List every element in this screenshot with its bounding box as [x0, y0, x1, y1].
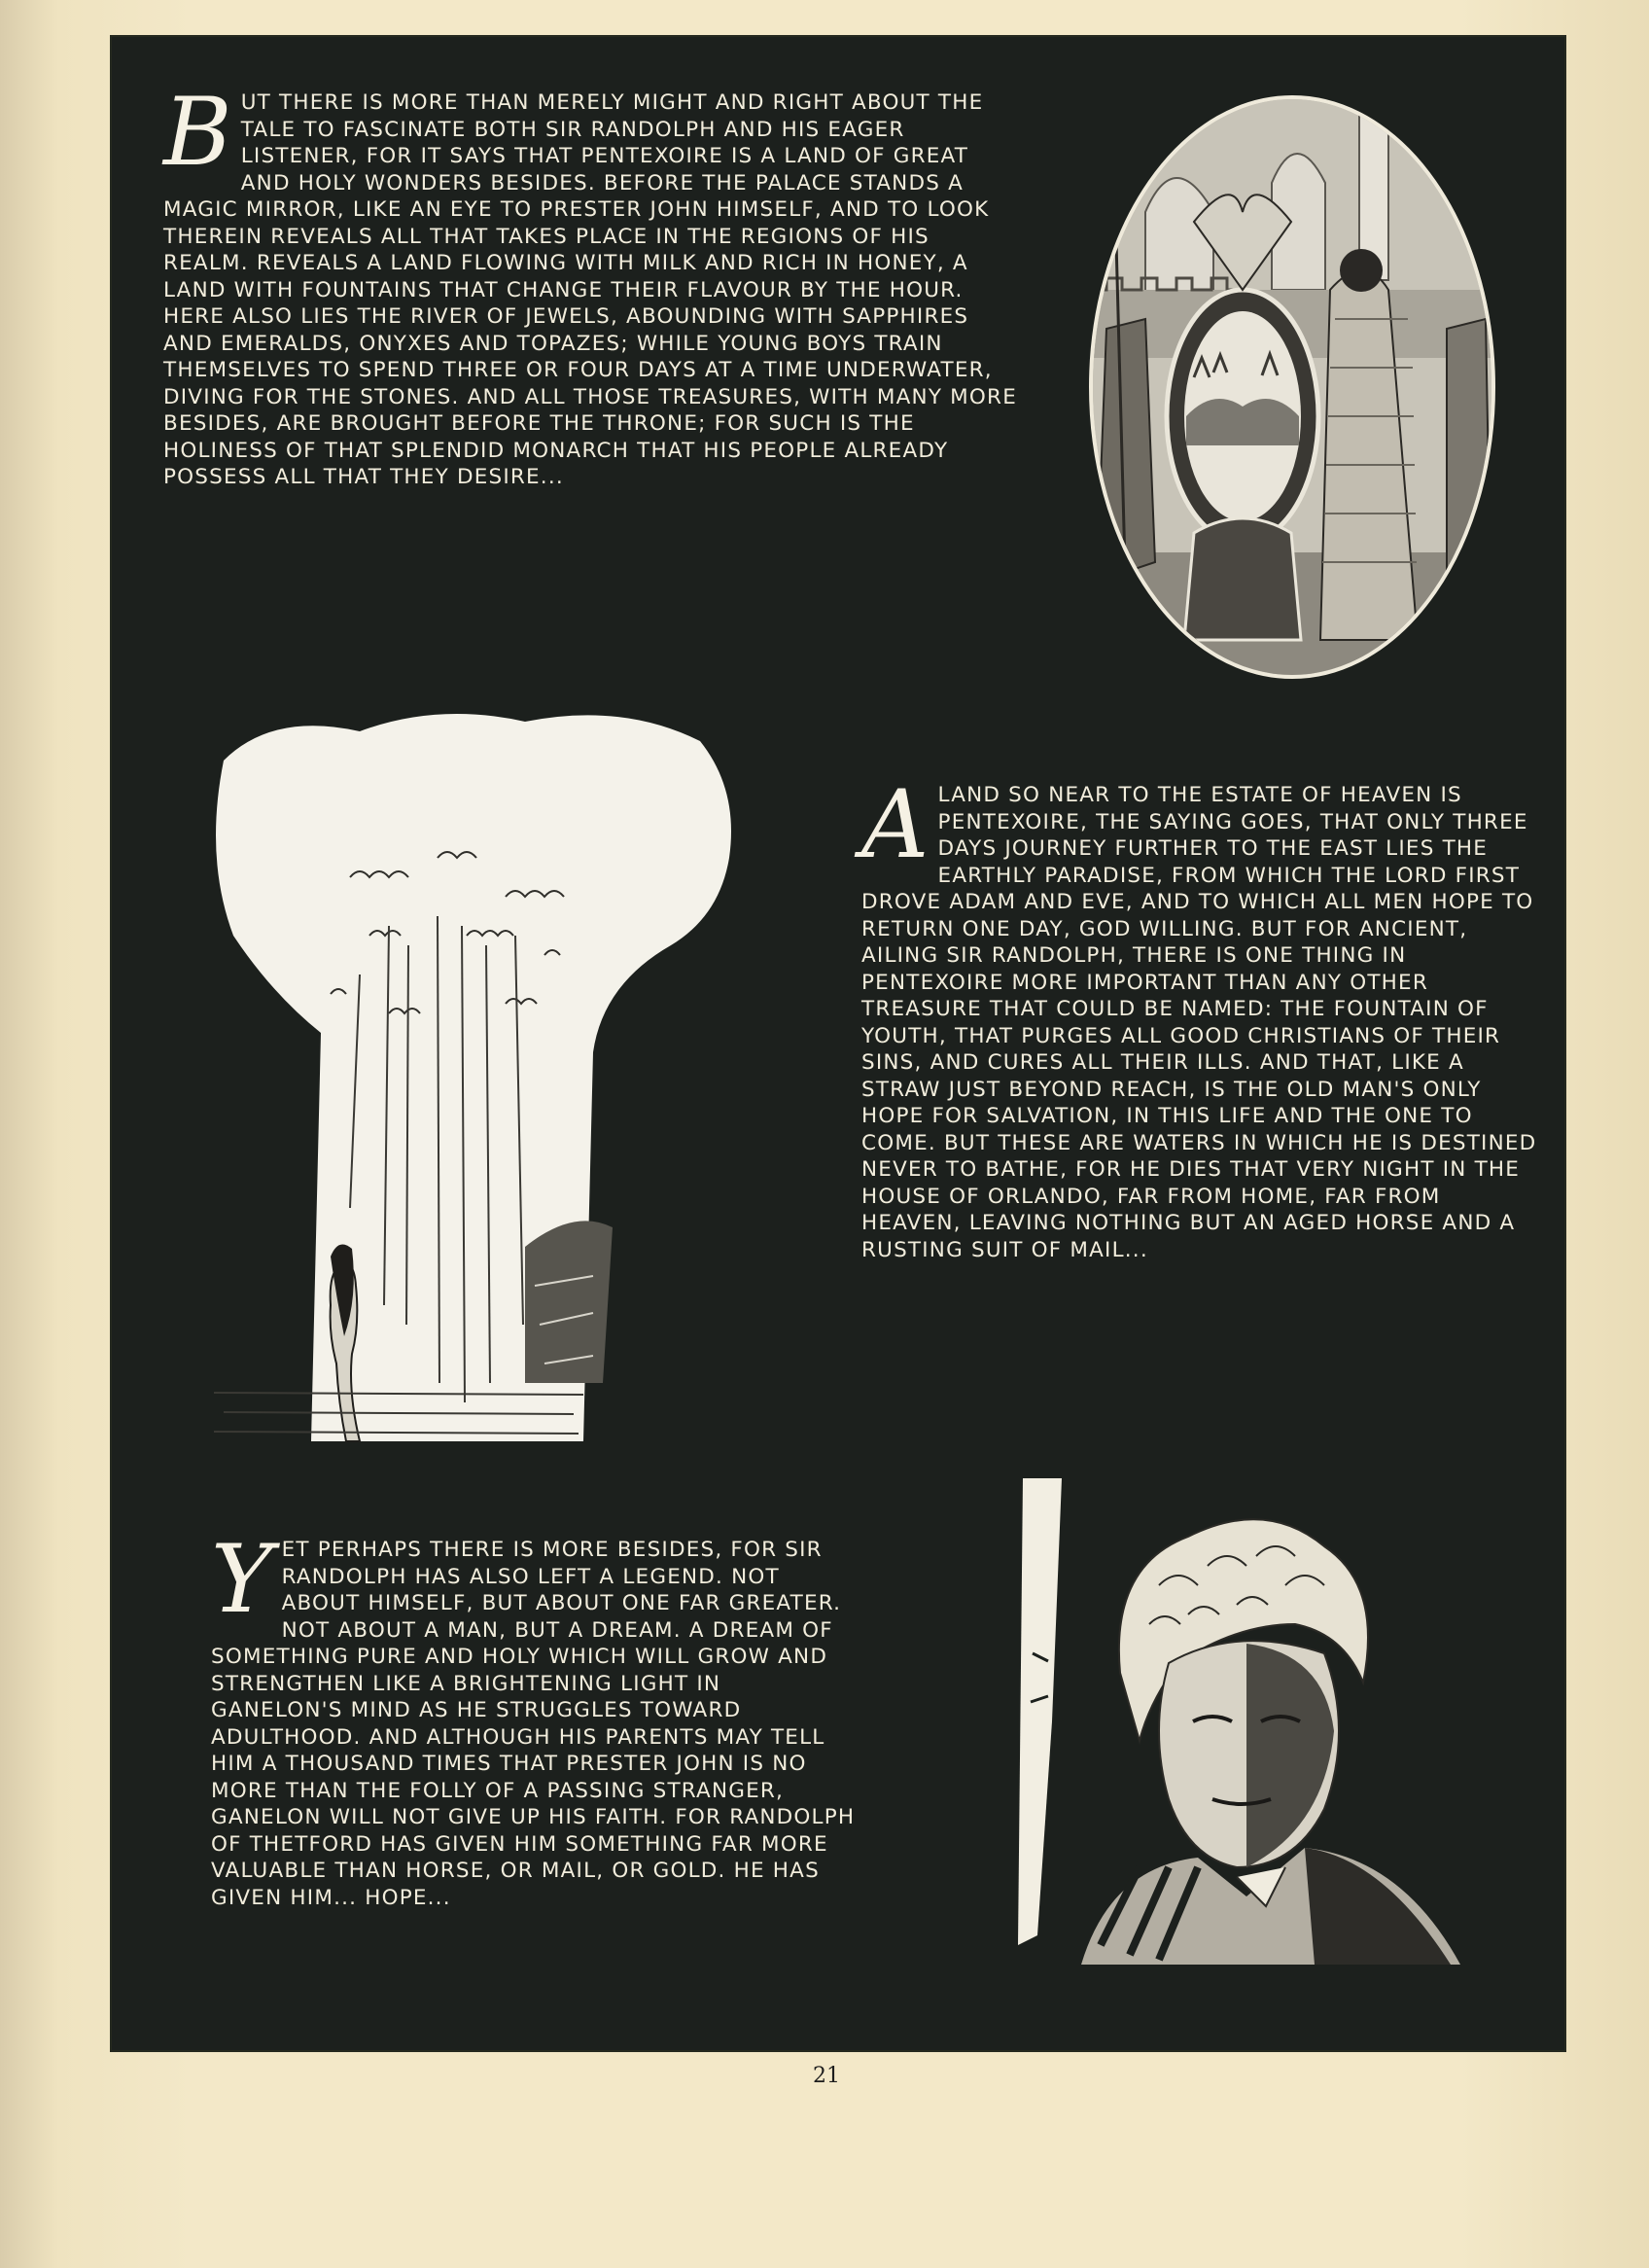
ganelon-portrait-illustration: [994, 1478, 1561, 1965]
drop-cap-3: Y: [211, 1525, 274, 1634]
narration-text-1: UT THERE IS MORE THAN MERELY MIGHT AND RIGHT ABOUT THE TALE TO FASCINATE BOTH SIR RANDOLPH AND HIS EAGER LISTENER, FOR IT SAYS THAT PENTEXOIRE IS A LAND OF GREAT AND HOLY WONDERS BESIDES. BEFORE THE PALACE STANDS A MAGIC MIRROR, LIKE AN EYE TO PRESTER JOHN HIMSELF, AND TO LOOK THEREIN REVEALS ALL THAT TAKES PLACE IN THE REGIONS OF HIS REALM. REVEALS A LAND FLOWING WITH MILK AND RICH IN HONEY, A LAND WITH FOUNTAINS THAT CHANGE THEIR FLAVOUR BY THE HOUR. HERE ALSO LIES THE RIVER OF JEWELS, ABOUNDING WITH SAPPHIRES AND EMERALDS, ONYXES AND TOPAZES; WHILE YOUNG BOYS TRAIN THEMSELVES TO SPEND THREE OR FOUR DAYS AT A TIME UNDERWATER, DIVING FOR THE STONES. AND ALL THOSE TREASURES, WITH MANY MORE BESIDES, ARE BROUGHT BEFORE THE THRONE; FOR SUCH IS THE HOLINESS OF THAT SPLENDID MONARCH THAT HIS PEOPLE ALREADY POSSESS ALL THAT THEY DESIRE...: [163, 90, 1017, 489]
drop-cap-2: A: [861, 770, 930, 879]
narration-block-2: [861, 770, 1542, 1263]
narration-block-3: [211, 1525, 857, 1911]
narration-text-2: LAND SO NEAR TO THE ESTATE OF HEAVEN IS PENTEXOIRE, THE SAYING GOES, THAT ONLY THREE DAYS JOURNEY FURTHER TO THE EAST LIES THE EARTHLY PARADISE, FROM WHICH THE LORD FIRST DROVE ADAM AND EVE, AND TO WHICH ALL MEN HOPE TO RETURN ONE DAY, GOD WILLING. BUT FOR ANCIENT, AILING SIR RANDOLPH, THERE IS ONE THING IN PENTEXOIRE MORE IMPORTANT THAN ANY OTHER TREASURE THAT COULD BE NAMED: THE FOUNTAIN OF YOUTH, THAT PURGES ALL GOOD CHRISTIANS OF THEIR SINS, AND CURES ALL THEIR ILLS. AND THAT, LIKE A STRAW JUST BEYOND REACH, IS THE OLD MAN'S ONLY HOPE FOR SALVATION, IN THIS LIFE AND THE ONE TO COME. BUT THESE ARE WATERS IN WHICH HE IS DESTINED NEVER TO BATHE, FOR HE DIES THAT VERY NIGHT IN THE HOUSE OF ORLANDO, FAR FROM HOME, FAR FROM HEAVEN, LEAVING NOTHING BUT AN AGED HORSE AND A RUSTING SUIT OF MAIL...: [861, 783, 1537, 1262]
page-number: 21: [813, 2064, 840, 2088]
narration-text-3: ET PERHAPS THERE IS MORE BESIDES, FOR SIR RANDOLPH HAS ALSO LEFT A LEGEND. NOT ABOUT HIMSELF, BUT ABOUT ONE FAR GREATER. NOT ABOUT A MAN, BUT A DREAM. A DREAM OF SOMETHING PURE AND HOLY WHICH WILL GROW AND STRENGTHEN LIKE A BRIGHTENING LIGHT IN GANELON'S MIND AS HE STRUGGLES TOWARD ADULTHOOD. AND ALTHOUGH HIS PARENTS MAY TELL HIM A THOUSAND TIMES THAT PRESTER JOHN IS NO MORE THAN THE FOLLY OF A PASSING STRANGER, GANELON WILL NOT GIVE UP HIS FAITH. FOR RANDOLPH OF THETFORD HAS GIVEN HIM SOMETHING FAR MORE VALUABLE THAN HORSE, OR MAIL, OR GOLD. HE HAS GIVEN HIM... HOPE...: [211, 1538, 856, 1910]
fountain-of-youth-illustration: [214, 702, 739, 1447]
magic-mirror-illustration: [1087, 95, 1497, 679]
narration-block-1: [163, 78, 1019, 491]
drop-cap-1: B: [163, 78, 233, 187]
